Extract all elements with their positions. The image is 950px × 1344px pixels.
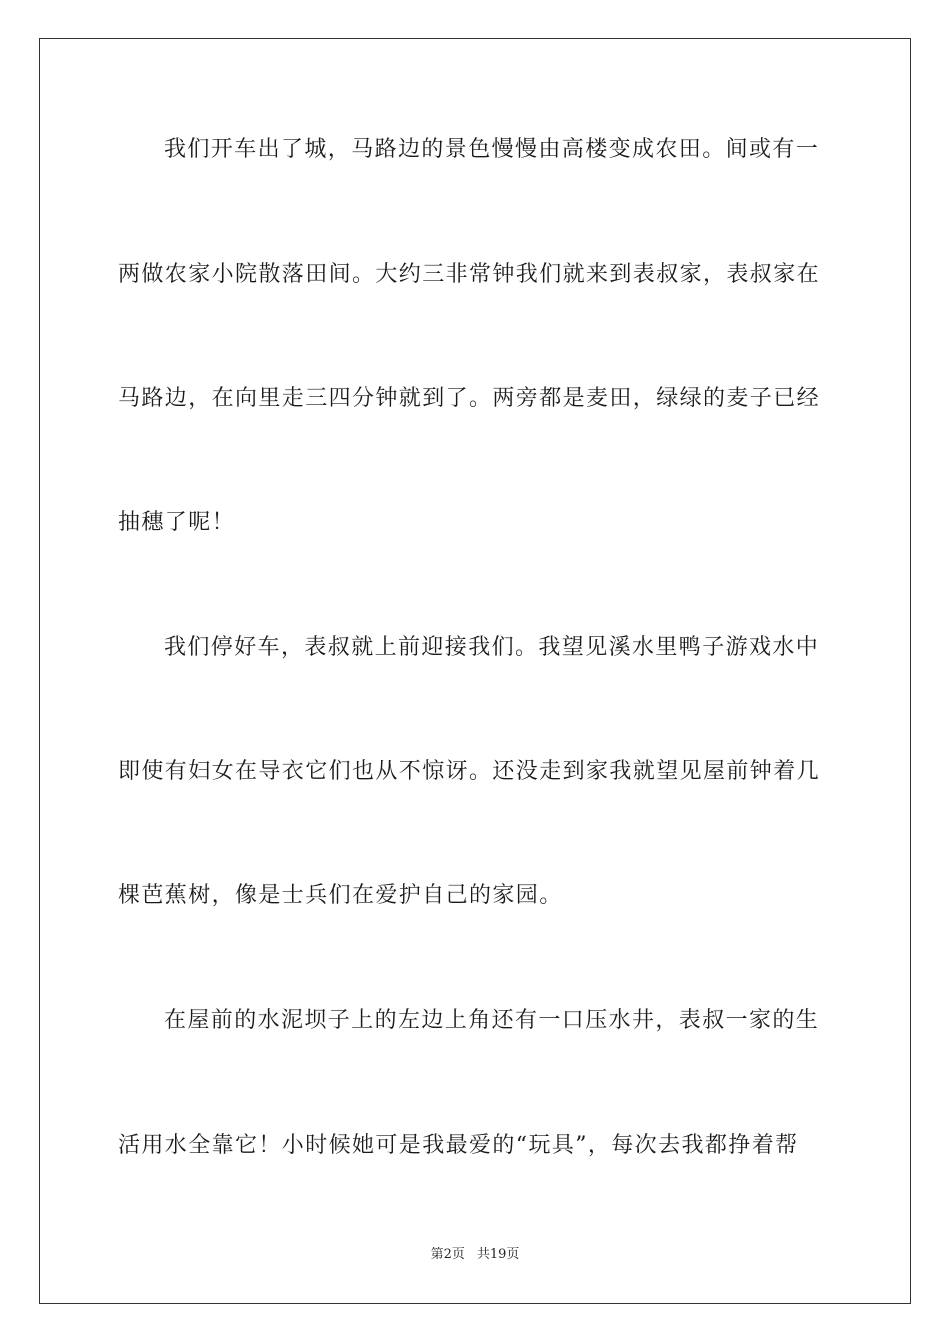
paragraph-1-line-4: 抽穗了呢！	[118, 510, 236, 535]
page-total: 共19页	[476, 1247, 520, 1262]
page-border	[39, 38, 911, 1304]
paragraph-1-line-1: 我们开车出了城，马路边的景色慢慢由高楼变成农田。间或有一	[164, 137, 820, 162]
page-number: 第2页	[430, 1247, 465, 1262]
paragraph-1-line-3: 马路边，在向里走三四分钟就到了。两旁都是麦田，绿绿的麦子已经	[118, 386, 821, 411]
paragraph-3-line-2: 活用水全靠它！小时候她可是我最爱的“玩具”，每次去我都挣着帮	[118, 1133, 799, 1158]
paragraph-1-line-2: 两做农家小院散落田间。大约三非常钟我们就来到表叔家，表叔家在	[118, 262, 821, 287]
paragraph-2-line-1: 我们停好车，表叔就上前迎接我们。我望见溪水里鸭子游戏水中	[164, 635, 820, 660]
page-footer	[0, 1246, 950, 1264]
paragraph-3-line-1: 在屋前的水泥坝子上的左边上角还有一口压水井，表叔一家的生	[164, 1008, 820, 1033]
paragraph-2-line-3: 棵芭蕉树，像是士兵们在爱护自己的家园。	[118, 883, 563, 908]
paragraph-2-line-2: 即使有妇女在导衣它们也从不惊讶。还没走到家我就望见屋前钟着几	[118, 759, 821, 784]
